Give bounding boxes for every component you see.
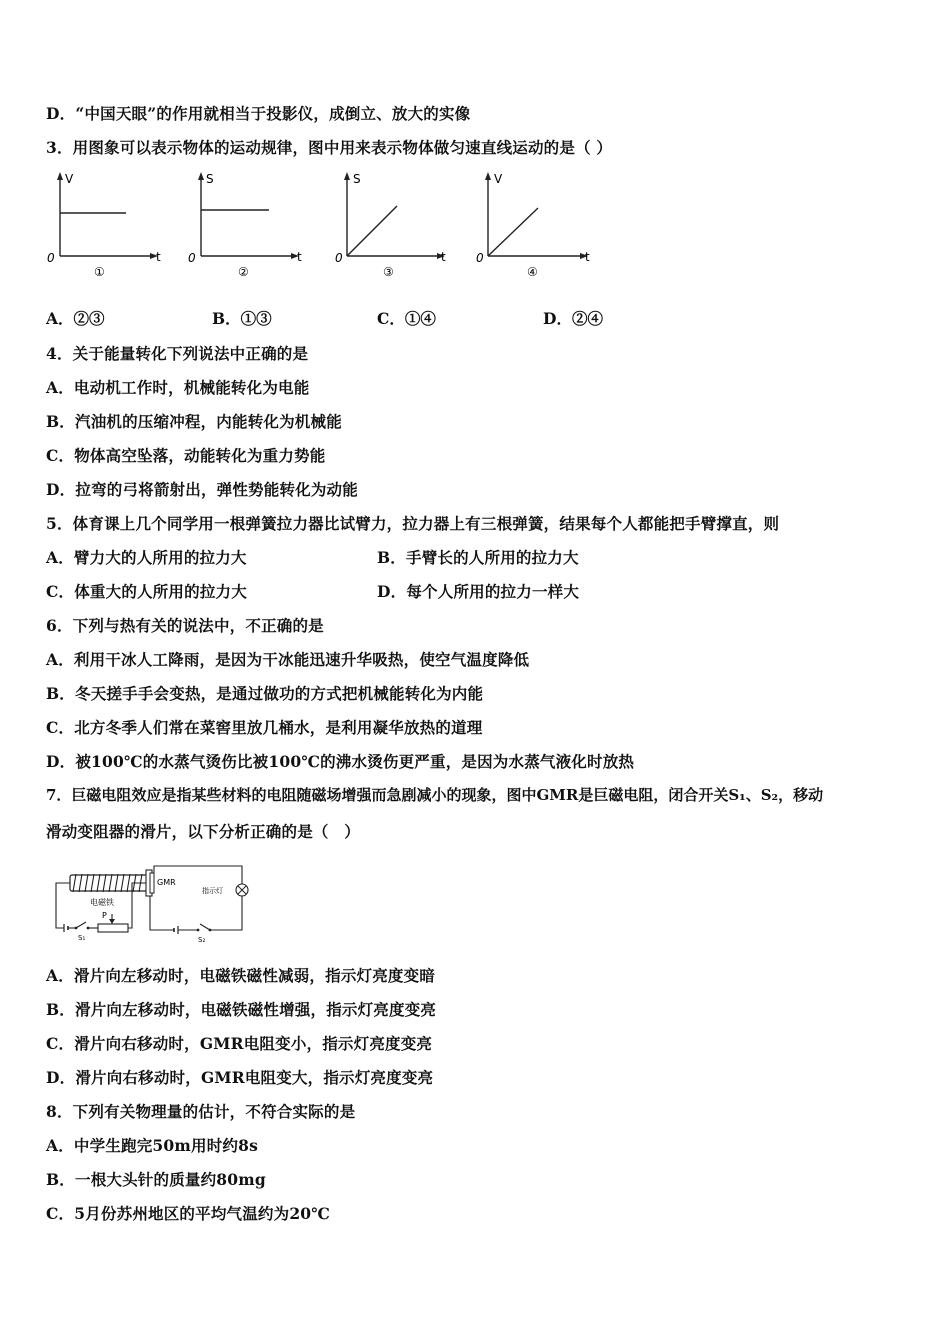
q8-option-c: C．5月份苏州地区的平均气温约为20℃: [46, 1204, 331, 1223]
q2-option-d: D．“中国天眼”的作用就相当于投影仪，成倒立、放大的实像: [46, 104, 471, 123]
gmr-label: GMR: [157, 878, 176, 887]
q3-option-d: D．②④: [543, 309, 603, 328]
y-axis-label: S: [353, 172, 361, 186]
q7-option-d: D．滑片向右移动时，GMR电阻变大，指示灯亮度变亮: [46, 1068, 434, 1087]
q4-option-d: D．拉弯的弓将箭射出，弹性势能转化为动能: [46, 480, 358, 499]
graph-3: [333, 166, 455, 282]
x-axis-label: t: [156, 250, 161, 264]
q7-stem-line-2: 滑动变阻器的滑片，以下分析正确的是（ ）: [46, 822, 361, 841]
electromagnet-label: 电磁铁: [90, 898, 114, 907]
graph-caption: ④: [527, 265, 538, 279]
origin-label: 0: [476, 251, 484, 265]
q8-stem: 8．下列有关物理量的估计，不符合实际的是: [46, 1102, 356, 1121]
y-axis-label: S: [206, 172, 214, 186]
q5-option-c: C．体重大的人所用的拉力大: [46, 582, 247, 601]
q8-option-b: B．一根大头针的质量约80mg: [46, 1170, 266, 1189]
graph-caption: ③: [383, 265, 394, 279]
q5-option-a: A．臂力大的人所用的拉力大: [46, 548, 247, 567]
switch-1: [76, 922, 86, 928]
x-axis-label: t: [441, 250, 446, 264]
q5-row-1: [46, 546, 906, 568]
q6-option-c: C．北方冬季人们常在菜窖里放几桶水，是利用凝华放热的道理: [46, 718, 483, 737]
y-axis-arrow: [344, 172, 350, 180]
gmr-circuit-diagram: [50, 862, 260, 946]
q6-option-d: D．被100℃的水蒸气烫伤比被100℃的沸水烫伤更严重，是因为水蒸气液化时放热: [46, 752, 635, 771]
switch-2: [200, 924, 210, 930]
origin-label: 0: [335, 251, 343, 265]
graph-line: [488, 208, 538, 256]
q4-option-b: B．汽油机的压缩冲程，内能转化为机械能: [46, 412, 342, 431]
q4-stem: 4．关于能量转化下列说法中正确的是: [46, 344, 309, 363]
graph-caption: ②: [238, 265, 249, 279]
switch-1-label: S₁: [78, 934, 86, 942]
x-axis-label: t: [297, 250, 302, 264]
q5-stem: 5．体育课上几个同学用一根弹簧拉力器比试臂力，拉力器上有三根弹簧，结果每个人都能把手臂撑直，则: [46, 514, 780, 533]
q3-stem: 3．用图象可以表示物体的运动规律，图中用来表示物体做匀速直线运动的是（ ）: [46, 138, 613, 157]
graph-line: [347, 206, 397, 256]
lamp-label: 指示灯: [202, 887, 223, 895]
y-axis-arrow: [198, 172, 204, 180]
q5-option-d: D．每个人所用的拉力一样大: [377, 582, 580, 601]
right-wire-bottom: [210, 896, 242, 930]
q7-option-c: C．滑片向右移动时，GMR电阻变小，指示灯亮度变亮: [46, 1034, 433, 1053]
switch-2-label: S₂: [198, 936, 206, 944]
q3-option-c: C．①④: [377, 309, 436, 328]
q5-option-b: B．手臂长的人所用的拉力大: [377, 548, 579, 567]
y-axis-label: V: [494, 172, 503, 186]
q4-option-a: A．电动机工作时，机械能转化为电能: [46, 378, 310, 397]
graph-4: [474, 166, 598, 282]
q6-stem: 6．下列与热有关的说法中，不正确的是: [46, 616, 324, 635]
q6-option-b: B．冬天搓手手会变热，是通过做功的方式把机械能转化为内能: [46, 684, 484, 703]
q3-option-b: B．①③: [212, 309, 272, 328]
origin-label: 0: [188, 251, 196, 265]
y-axis-label: V: [65, 172, 74, 186]
q5-row-2: [46, 580, 906, 602]
left-wire: [56, 883, 70, 928]
q3-option-a: A．②③: [46, 309, 105, 328]
q7-option-a: A．滑片向左移动时，电磁铁磁性减弱，指示灯亮度变暗: [46, 966, 436, 985]
graph-1: [44, 166, 166, 282]
y-axis-arrow: [57, 172, 63, 180]
slider-label: P: [102, 911, 107, 920]
q7-stem-line-1: 7．巨磁电阻效应是指某些材料的电阻随磁场增强而急剧减小的现象，图中GMR是巨磁电阻，闭合开关S₁、S₂，移动: [46, 786, 824, 804]
graph-caption: ①: [94, 265, 105, 279]
rheostat: [98, 924, 128, 932]
x-axis-label: t: [585, 250, 590, 264]
origin-label: 0: [47, 251, 55, 265]
graph-2: [185, 166, 307, 282]
q6-option-a: A．利用干冰人工降雨，是因为干冰能迅速升华吸热，使空气温度降低: [46, 650, 530, 669]
y-axis-arrow: [485, 172, 491, 180]
q8-option-a: A．中学生跑完50m用时约8s: [46, 1136, 259, 1155]
q4-option-c: C．物体高空坠落，动能转化为重力势能: [46, 446, 326, 465]
q7-option-b: B．滑片向左移动时，电磁铁磁性增强，指示灯亮度变亮: [46, 1000, 437, 1019]
